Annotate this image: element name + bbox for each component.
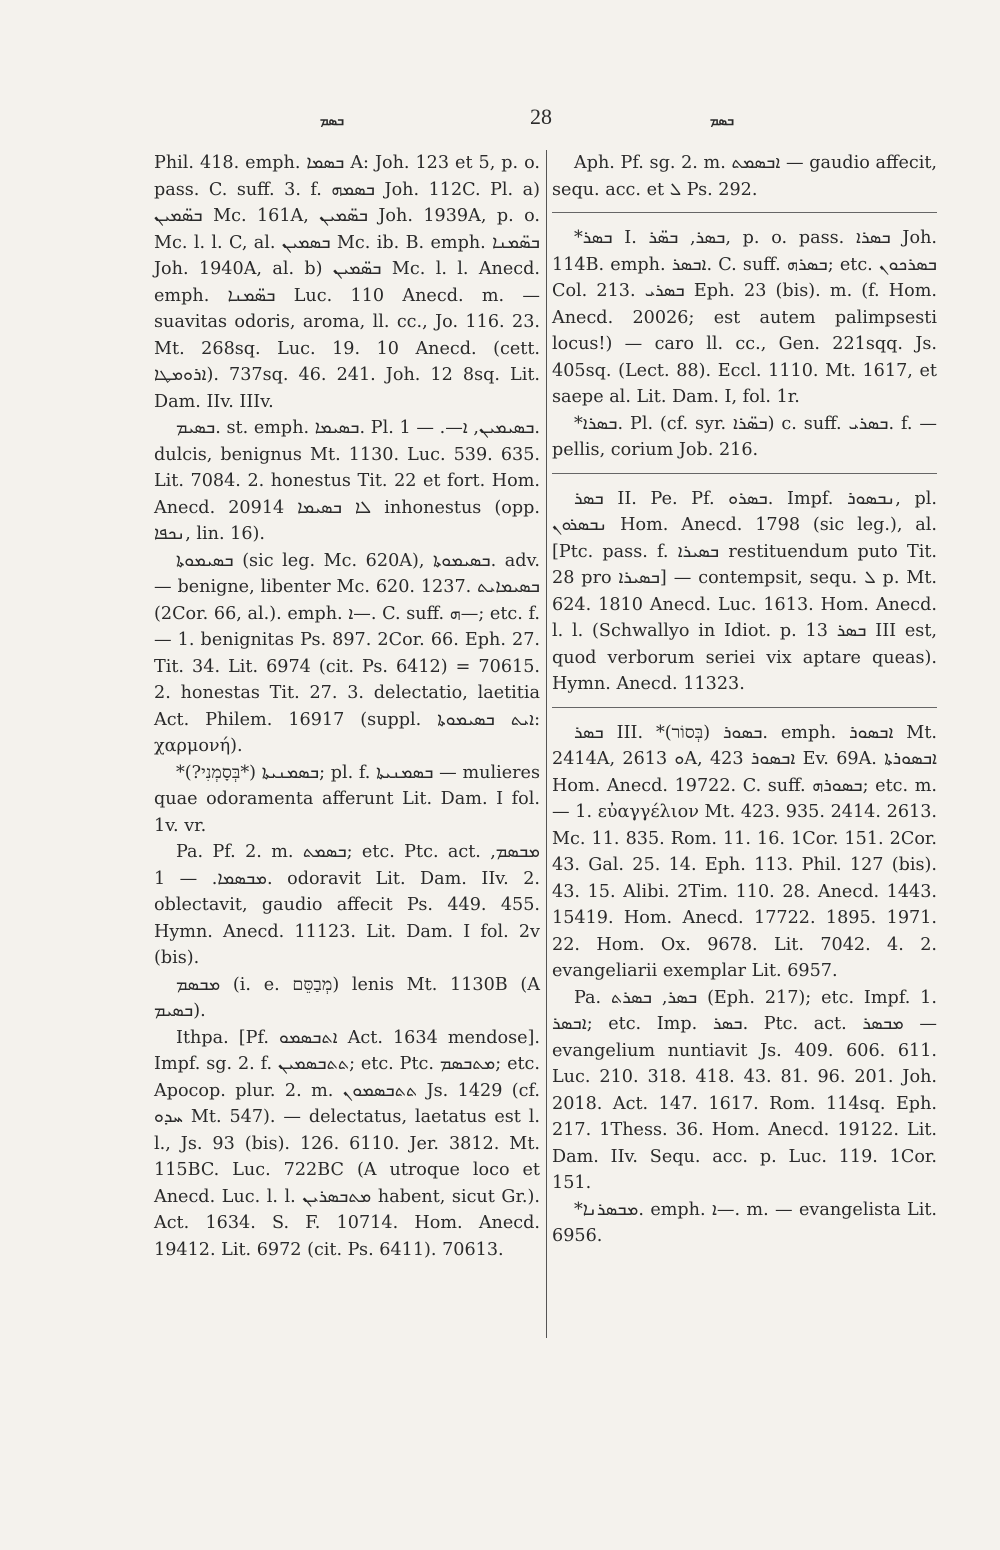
entry-paragraph: ܒܣܝܡܘܬܐ (sic leg. Mc. 620A), ܒܣܝܡܘܬܐ. adv. — benigne, libenter Mc. 620. 1237. ܒܣܝܡܐܝܬ (2Cor. 66, al.). emph. ܐ—. C. suff. ܗ—; etc. f. — 1. benignitas Ps. 897. 2Cor. 66. Eph. 27. Tit. 34. Lit. 6974 (cit. Ps. 6412) = 70615. 2. honestas Tit. 27. 3. delectatio, laetitia Act. Philem. 16917 (suppl. ܐܝܬ ܒܣܝܡܘܬܐ: χαρμονή). — [154, 550, 540, 756]
entry-paragraph: *ܒܣܪ I. ܒܣܪ, ܒܣ̈ܪ, p. o. pass. ܒܣܪܐ Joh. 114B. emph. ܐܒܣܪ. C. suff. ܒܣܪܗ; etc. ܒܣܪܟܘܢ Col. 213. ܒܣܪܝ Eph. 23 (bis). m. (f. Hom. Anecd. 20026; est autem palimpsesti locus!) — caro ll. cc., Gen. 221sqq. Js. 405sq. (Lect. 88). Eccl. 1110. Mt. 1617, et saepe al. Lit. Dam. I, fol. 1r. — [552, 228, 937, 407]
entry-paragraph: ܒܣܪ II. Pe. Pf. ܒܣܪܘ. Impf. ܢܒܣܘܪ, pl. ܢܒܣܪܘܢ Hom. Anecd. 1798 (sic leg.), al. [Ptc. pass. f. ܒܣܝܪܐ restituendum puto Tit. 28 pro ܒܣܝܪܐ] — contempsit, sequ. ܠ p. Mt. 624. 1810 Anecd. Luc. 1613. Hom. Anecd. l. l. (Schwallyo in Idiot. p. 13 ܒܣܪ III est, quod verborum seriei vix aptare queas). Hymn. Anecd. 11323. — [552, 488, 938, 694]
left-column — [154, 150, 540, 1263]
entry-paragraph: *ܒܣܪܐ. Pl. (cf. syr. ܒܣ̈ܪܐ) c. suff. ܒܣܪܝ. f. — pellis, corium Job. 216. — [552, 413, 937, 460]
entry-paragraph: *ܒܣܡܢܝܬܐ (*בְּסָמְנִי?); pl. f. ܒܣܡܢܝܬܐ — mulieres quae odoramenta afferunt Lit. Dam. I fol. 1v. vr. — [154, 762, 540, 836]
entry-paragraph: Phil. 418. emph. ܒܣܡܐ A: Joh. 123 et 5, p. o. pass. C. suff. 3. f. ܒܣܡܗ Joh. 112C. Pl. a) ܒܣ̈ܡܝܢ Mc. 161A, ܒܣ̈ܡܝܢ Joh. 1939A, p. o. Mc. l. l. C, al. ܒܣܡܝܢ Mc. ib. B. emph. ܒܣ̈ܡܢܐ Joh. 1940A, al. b) ܒܣ̈ܡܝܢ Mc. l. l. Anecd. emph. ܒܣ̈ܡܢܐ Luc. 110 Anecd. m. — suavitas odoris, aroma, ll. cc., Jo. 116. 23. Mt. 268sq. Luc. 19. 10 Anecd. (cett. ܐܪܘܡܛܐ). 737sq. 46. 241. Joh. 12 8sq. Lit. Dam. IIv. IIIv. — [154, 153, 541, 412]
page-header — [150, 104, 940, 134]
entry-paragraph: Ithpa. [Pf. ܐܬܒܣܡܘ Act. 1634 mendose]. Impf. sg. 2. f. ܬܬܒܣܡܝܢ; etc. Ptc. ܡܬܒܣܡ; etc. Apocop. plur. 2. m. ܬܬܒܣܡܘܢ Js. 1429 (cf. ܚܕܘ Mt. 547). — delectatus, laetatus est l. l., Js. 93 (bis). 126. 6110. Jer. 3812. Mt. 115BC. Luc. 722BC (A utroque loco et Anecd. Luc. l. l. ܡܬܒܣܪܝܢ habent, sicut Gr.). Act. 1634. S. F. 10714. Hom. Anecd. 19412. Lit. 6972 (cit. Ps. 6411). 70613. — [154, 1027, 541, 1260]
page-number: 28 — [530, 104, 552, 129]
entry-paragraph: *ܡܒܣܪܢܐ. emph. ܐ—. m. — evangelista Lit. 6956. — [552, 1199, 937, 1246]
column-divider — [546, 150, 547, 1338]
entry-separator — [552, 212, 937, 213]
entry-separator — [552, 707, 937, 708]
running-head-left: ܒܣܡ — [320, 114, 344, 129]
entry-paragraph: Pa. ܒܣܪ, ܒܣܪܬ (Eph. 217); etc. Impf. 1. ܐܒܣܪ; etc. Imp. ܒܣܪ. Ptc. act. ܡܒܣܪ — evangelium nuntiavit Js. 409. 606. 611. Luc. 210. 318. 418. 43. 81. 96. 201. Joh. 2018. Act. 147. 1617. Rom. 114sq. Eph. 217. 1Thess. 36. Hom. Anecd. 19122. Lit. Dam. IIv. Sequ. acc. p. Luc. 119. 1Cor. 151. — [552, 987, 938, 1193]
entry-paragraph: ܡܒܣܡ (i. e. מְבַסֵּם) lenis Mt. 1130B (A ܒܣܝܡ). — [154, 974, 540, 1021]
entry-separator — [552, 473, 937, 474]
entry-paragraph: ܒܣܝܡ. st. emph. ܒܣܝܡܐ. Pl. ܒܣܝܡܝܢ, ܐ—. — 1. dulcis, benignus Mt. 1130. Luc. 539. 635. Lit. 7084. 2. honestus Tit. 22 et fort. Hom. Anecd. 20914 ܠܐ ܒܣܝܡܐ inhonestus (opp. ܢܟܦܐ, lin. 16). — [154, 418, 541, 544]
running-head-right: ܒܣܡ — [710, 114, 734, 129]
right-column — [552, 150, 937, 1250]
entry-paragraph: Aph. Pf. sg. 2. m. ܐܒܣܡܬ — gaudio affecit, sequ. acc. et ܠ Ps. 292. — [552, 153, 937, 200]
entry-paragraph: Pa. Pf. 2. m. ܒܣܡܬ; etc. Ptc. act. ܡܒܣܡ, ܡܒܣܡܐ. — 1. odoravit Lit. Dam. IIv. 2. oblectavit, gaudio affecit Ps. 449. 455. Hymn. Anecd. 11123. Lit. Dam. I fol. 2v (bis). — [154, 842, 540, 968]
entry-paragraph: ܒܣܪ III. *ܒܣܘܪ (בְּסוֹר). emph. ܐܒܣܘܪ Mt. 2414A, ܘ 2613A, ܐܒܣܘܪ 423 Ev. 69A. ܐܒܣܘܪܬܐ Hom. Anecd. 19722. C. suff. ܒܣܘܪܗ; etc. m. — 1. εὐαγγέλιον Mt. 423. 935. 2414. 2613. Mc. 11. 835. Rom. 11. 16. 1Cor. 151. 2Cor. 43. Gal. 25. 14. Eph. 113. Phil. 127 (bis). 43. 15. Alibi. 2Tim. 110. 28. Anecd. 1443. 15419. Hom. Anecd. 17722. 1895. 1971. 22. Hom. Ox. 9678. Lit. 7042. 4. 2. evangeliarii exemplar Lit. 6957. — [552, 722, 937, 981]
